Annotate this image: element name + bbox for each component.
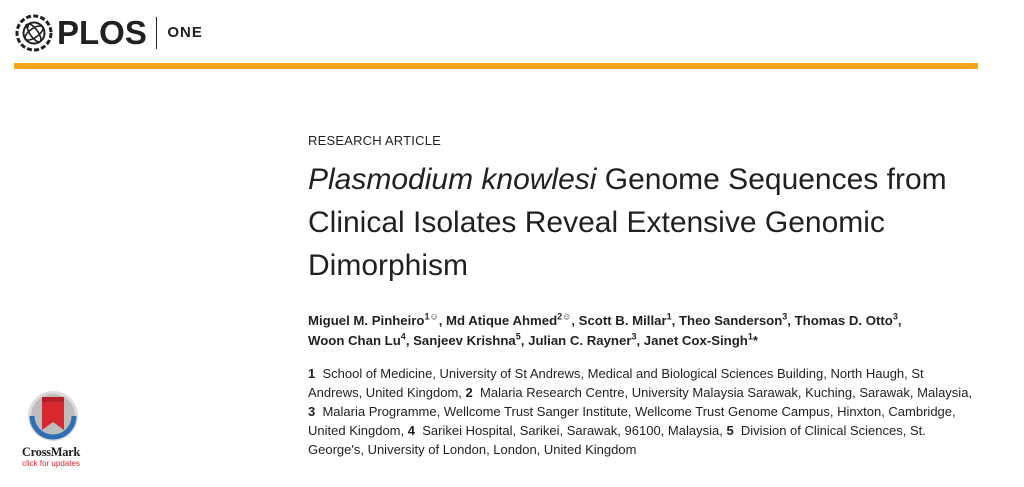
affiliation-number: 4 [407,423,415,438]
author-list [308,311,928,351]
crossmark-badge[interactable] [16,390,86,470]
affiliation-list [308,364,973,459]
author-name[interactable]: Woon Chan Lu [308,333,401,348]
author-name[interactable]: Janet Cox-Singh [643,333,748,348]
author-name[interactable]: Theo Sanderson [678,313,783,328]
header-accent-rule [14,63,978,69]
affiliation-text: Sarikei Hospital, Sarikei, Sarawak, 96100, Malaysia, [422,423,723,438]
plos-wordmark: PLOS [57,14,147,51]
author-name[interactable]: Thomas D. Otto [794,313,893,328]
plos-logo-icon [14,13,54,53]
author-name[interactable]: Julian C. Rayner [528,333,632,348]
logo-divider [156,17,158,49]
crossmark-label: CrossMark [21,445,81,459]
affiliation-text: Division of Clinical Sciences, St. George's, University of London, London, United Kingdom [308,423,926,457]
author-separator: , [405,333,414,348]
crossmark-icon [26,390,80,446]
author-affiliation-marker: 3 [631,331,637,342]
affiliation-number: 3 [308,404,316,419]
author-affiliation-marker: 3 [892,311,898,322]
affiliation-number: 2 [465,385,473,400]
plos-one-logo[interactable] [14,13,203,53]
crossmark-sublabel: click for updates [22,459,80,468]
article-type: RESEARCH ARTICLE [308,133,441,148]
author-affiliation-marker: 1☺ [424,311,439,322]
article-title [308,158,948,287]
author-affiliation-marker: 5 [515,331,521,342]
author-separator: , [438,313,447,328]
title-rest: Genome Sequences from Clinical Isolates Reveal Extensive Genomic Dimorphism [308,163,947,282]
author-name[interactable]: Miguel M. Pinheiro [308,313,425,328]
author-separator: , [671,313,679,328]
affiliation-text: School of Medicine, University of St Andrews, Medical and Biological Sciences Building, North Haugh, St Andrews, United Kingdom, [308,366,924,400]
author-name[interactable]: Md Atique Ahmed [446,313,558,328]
author-separator: * [752,333,758,348]
author-affiliation-marker: 4 [400,331,406,342]
author-separator: , [636,333,644,348]
affiliation-text: Malaria Programme, Wellcome Trust Sanger Institute, Wellcome Trust Genome Campus, Hinxton, Cambridge, United Kingdom, [308,404,956,438]
affiliation-number: 5 [726,423,734,438]
author-affiliation-marker: 2☺ [557,311,572,322]
author-separator: , [897,313,902,328]
journal-name: ONE [167,24,203,41]
author-affiliation-marker: 1 [747,331,753,342]
affiliation-number: 1 [308,366,316,381]
author-name[interactable]: Scott B. Millar [578,313,667,328]
author-separator: , [571,313,579,328]
author-affiliation-marker: 3 [782,311,788,322]
affiliation-text: Malaria Research Centre, University Malaysia Sarawak, Kuching, Sarawak, Malaysia, [480,385,973,400]
author-name[interactable]: Sanjeev Krishna [413,333,516,348]
author-affiliation-marker: 1 [666,311,672,322]
author-separator: , [520,333,529,348]
article-front-matter [308,132,988,459]
title-species: Plasmodium knowlesi [308,163,597,196]
author-separator: , [787,313,795,328]
